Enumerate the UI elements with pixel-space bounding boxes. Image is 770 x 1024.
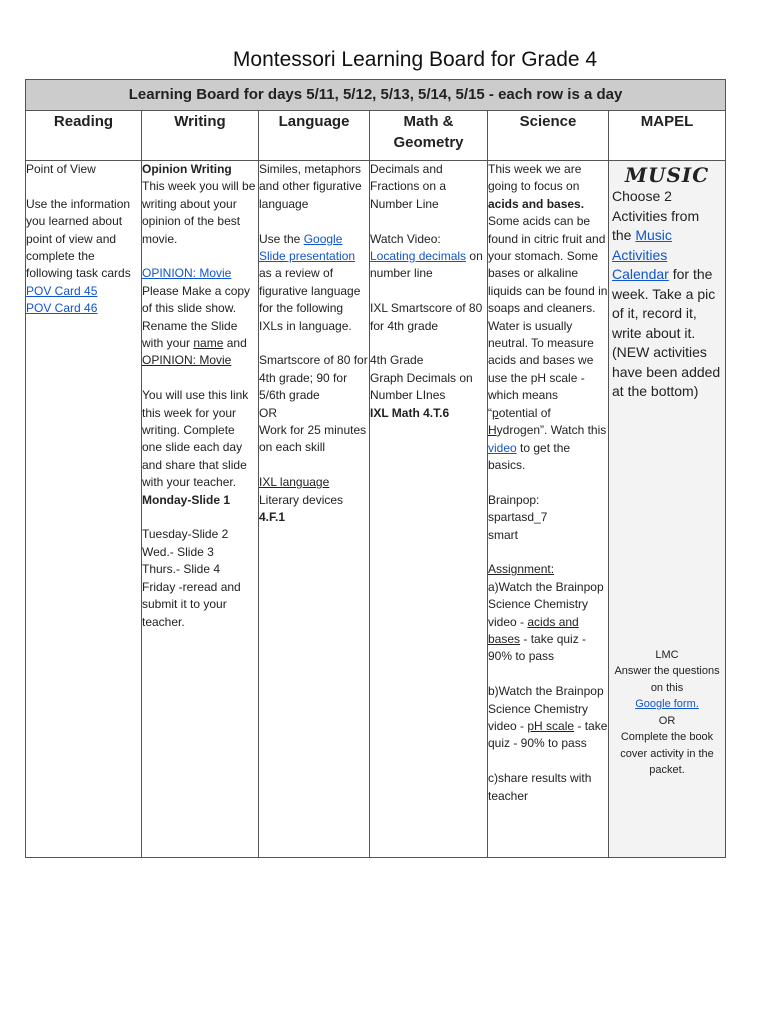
science-intro-c: Some acids can be found in citric fruit and your stomach. Some bases or alkaline liquids can be found in soaps and cleaners. Water is usually neutral. To measure acids and bases we use the pH scale - which means “ <box>488 214 608 420</box>
music-activities-calendar-link[interactable]: Music Activities Calendar <box>612 227 672 282</box>
ixl-language-label: IXL language <box>259 475 330 490</box>
content-row <box>26 161 726 858</box>
opinion-movie-label: OPINION: Movie <box>142 353 232 368</box>
math-graph-decimals: Graph Decimals on Number LInes <box>370 370 473 403</box>
writing-tuesday: Tuesday-Slide 2 <box>142 527 229 542</box>
language-instructions <box>259 231 369 335</box>
science-intro-a: This week we are going to focus on <box>488 162 582 194</box>
math-video-line <box>370 248 487 283</box>
header-language: Language <box>259 111 370 161</box>
writing-instr-b: and <box>223 336 247 351</box>
language-smartscore: Smartscore of 80 for 4th grade; 90 for 5/6th grade <box>259 353 368 403</box>
language-work: Work for 25 minutes on each skill <box>259 423 367 455</box>
writing-use-link: You will use this link this week for your writing. Complete one slide each day and share that slide with your teacher. <box>142 388 249 490</box>
assignment-label: Assignment: <box>488 562 555 577</box>
science-acids-bases: acids and bases. <box>488 196 585 211</box>
math-grade: 4th Grade <box>370 353 424 368</box>
math-ixl-code: IXL Math 4.T.6 <box>370 405 450 420</box>
locating-decimals-link[interactable]: Locating decimals <box>370 249 467 264</box>
page-title: Montessori Learning Board for Grade 4 <box>232 48 598 71</box>
writing-intro: This week you will be writing about your opinion of the best movie. <box>142 179 256 246</box>
brainpop-username: spartasd_7 <box>488 510 548 525</box>
science-otential: otential of <box>498 405 551 420</box>
language-code: 4.F.1 <box>259 510 286 525</box>
brainpop-password: smart <box>488 527 518 542</box>
lmc-label: LMC <box>655 648 679 661</box>
brainpop-label: Brainpop: <box>488 492 540 507</box>
reading-instructions: Use the information you learned about point of view and complete the following task cards <box>26 196 131 281</box>
writing-cell <box>142 161 259 858</box>
math-topic: Decimals and Fractions on a Number Line <box>370 162 447 211</box>
writing-wednesday: Wed.- Slide 3 <box>142 544 214 559</box>
science-video-link[interactable]: video <box>488 440 517 455</box>
reading-topic: Point of View <box>26 162 96 176</box>
science-ydrogen: ydrogen”. Watch this <box>496 423 607 438</box>
writing-friday: Friday -reread and submit it to your teacher. <box>142 579 241 629</box>
google-form-link[interactable]: Google form. <box>635 698 699 710</box>
assignment-b-quiz: - take quiz - 90% to pass <box>488 718 608 751</box>
assignment-c: c)share results with teacher <box>488 771 592 803</box>
science-cell <box>488 161 609 858</box>
assignment-b-topic: pH scale <box>527 718 575 733</box>
assignment-a <box>488 579 608 666</box>
language-literary: Literary devices <box>259 492 344 507</box>
writing-name-word: name <box>193 336 224 351</box>
language-use-the: Use the <box>259 231 304 246</box>
header-writing: Writing <box>142 111 259 161</box>
assignment-b-text: b)Watch the Brainpop Science Chemistry video - <box>488 684 604 733</box>
opinion-movie-link[interactable]: OPINION: Movie <box>142 266 232 281</box>
lmc-complete: Complete the book cover activity in the packet. <box>620 731 714 776</box>
assignment-a-text: a)Watch the Brainpop Science Chemistry video - <box>488 579 604 629</box>
writing-copy-instructions <box>142 283 258 370</box>
board-banner: Learning Board for days 5/11, 5/12, 5/13, 5/14, 5/15 - each row is a day <box>26 80 726 111</box>
music-instructions <box>612 187 722 402</box>
math-after-link: on number line <box>370 249 483 281</box>
language-review: as a review of figurative language for the following IXLs in language. <box>259 266 361 333</box>
music-rest: for the week. Take a pic of it, record it, write about it. (NEW activities have been added at the bottom) <box>612 266 721 399</box>
math-cell <box>370 161 488 858</box>
google-slide-presentation-link[interactable]: Google Slide presentation <box>259 231 356 264</box>
header-mapel: MAPEL <box>609 111 726 161</box>
language-topic: Similes, metaphors and other figurative language <box>259 162 362 211</box>
header-row <box>26 111 726 161</box>
science-basics: to get the basics. <box>488 440 571 472</box>
math-watch-video: Watch Video: <box>370 231 441 246</box>
assignment-b <box>488 683 608 753</box>
pov-card-45-link[interactable]: POV Card 45 <box>26 283 98 298</box>
header-science: Science <box>488 111 609 161</box>
writing-monday: Monday-Slide 1 <box>142 492 231 507</box>
writing-thursday: Thurs.- Slide 4 <box>142 562 221 577</box>
science-h-letter: H <box>488 423 497 438</box>
math-ixl-smartscore: IXL Smartscore of 80 for 4th grade <box>370 301 483 333</box>
writing-heading: Opinion Writing <box>142 162 232 176</box>
writing-instr-a: Please Make a copy of this slide show. Rename the Slide with your <box>142 283 251 351</box>
pov-card-46-link[interactable]: POV Card 46 <box>26 301 98 316</box>
language-cell <box>259 161 370 858</box>
lmc-section <box>612 647 722 779</box>
science-p-letter: p <box>492 405 499 420</box>
reading-cell <box>26 161 142 858</box>
lmc-or: OR <box>658 714 676 727</box>
learning-board-table <box>25 79 726 858</box>
assignment-a-topic: acids and bases <box>488 614 579 646</box>
header-math-geometry: Math & Geometry <box>370 111 488 161</box>
mapel-cell <box>609 161 726 858</box>
music-choose: Choose 2 Activities from the <box>612 188 700 243</box>
language-or: OR <box>259 405 277 420</box>
music-title: MUSIC <box>624 163 710 187</box>
assignment-a-quiz: - take quiz - 90% to pass <box>488 631 587 664</box>
header-reading: Reading <box>26 111 142 161</box>
science-intro <box>488 161 608 474</box>
lmc-answer: Answer the questions on this <box>614 665 720 694</box>
